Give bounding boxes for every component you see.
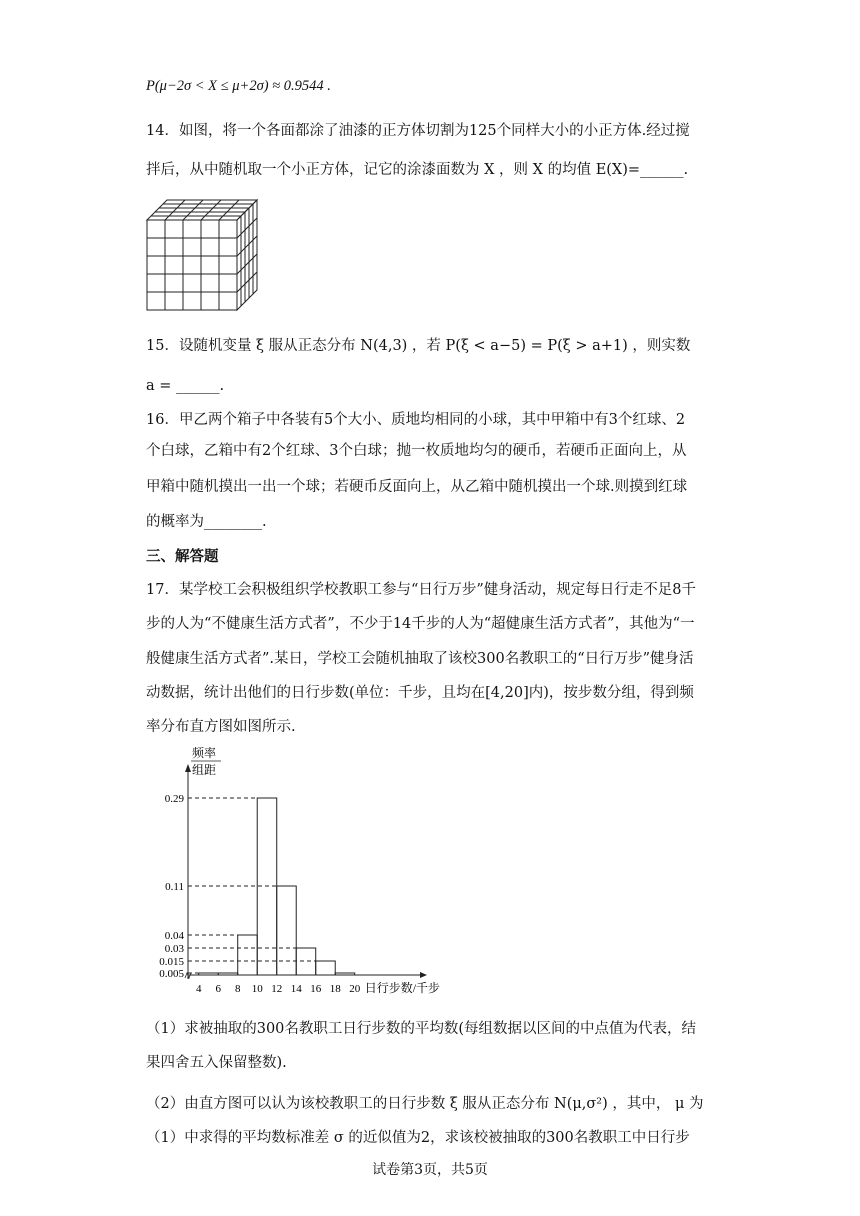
q17-sub1-line2: 果四舍五入保留整数).: [146, 1055, 287, 1071]
x-tick-label: 14: [290, 983, 302, 995]
x-axis-arrow: [420, 972, 427, 978]
histogram-bar: [335, 973, 355, 975]
cube-figure: [145, 198, 265, 312]
x-tick-label: 12: [271, 983, 283, 995]
q17-line2: 步的人为“不健康生活方式者”，不少于14千步的人为“超健康生活方式者”，其他为“一: [146, 616, 695, 632]
y-tick-label: 0.005: [159, 968, 184, 980]
q17-sub1-line1: （1）求被抽取的300名教职工日行步数的平均数(每组数据以区间的中点值为代表，结: [146, 1021, 697, 1037]
histogram-bar: [199, 973, 219, 975]
y-tick-label: 0.11: [165, 881, 184, 893]
histogram-bar: [238, 935, 258, 975]
y-tick-label: 0.015: [159, 956, 184, 968]
y-axis-label-bottom: 组距: [192, 763, 217, 777]
q15-line2: a = ______.: [146, 378, 225, 394]
x-axis-label: 日行步数/千步: [364, 981, 441, 995]
x-tick-label: 10: [251, 983, 263, 995]
y-tick-label: 0.29: [164, 793, 184, 805]
q17-line5: 率分布直方图如图所示.: [146, 719, 296, 735]
x-tick-label: 16: [310, 983, 322, 995]
y-axis-label-top: 频率: [192, 746, 217, 760]
x-tick-label: 18: [329, 983, 341, 995]
histogram-bar: [296, 948, 316, 975]
q16-line2: 个白球，乙箱中有2个红球、3个白球；抛一枚质地均匀的硬币，若硬币正面向上，从: [146, 443, 687, 459]
q17-line4: 动数据，统计出他们的日行步数(单位：千步，且均在[4,20]内)，按步数分组，得到频: [146, 685, 694, 701]
q16-line1: 16．甲乙两个箱子中各装有5个大小、质地均相同的小球，其中甲箱中有3个红球、2: [146, 412, 686, 428]
y-tick-label: 0.03: [164, 943, 184, 955]
y-axis-arrow: [185, 764, 191, 772]
q16-line4: 的概率为________.: [146, 514, 267, 530]
x-tick-label: 4: [195, 983, 202, 995]
histogram-bar: [316, 961, 336, 975]
top-formula: P(μ−2σ < X ≤ μ+2σ) ≈ 0.9544 .: [146, 78, 331, 94]
q17-line3: 般健康生活方式者”.某日，学校工会随机抽取了该校300名教职工的“日行万步”健身活: [146, 651, 694, 667]
q17-sub2-line1: （2）由直方图可以认为该校教职工的日行步数 ξ 服从正态分布 N(μ,σ²) ，其中， μ 为: [146, 1096, 704, 1112]
x-tick-label: 6: [215, 983, 221, 995]
q14-line1: 14．如图，将一个各面都涂了油漆的正方体切割为125个同样大小的小正方体.经过搅: [146, 123, 690, 139]
q15-line1: 15．设随机变量 ξ 服从正态分布 N(4,3) ，若 P(ξ < a−5) = P(ξ > a+1) ，则实数: [146, 338, 691, 354]
x-tick-label: 20: [349, 983, 361, 995]
frequency-histogram: [140, 740, 520, 1010]
q14-line2: 拌后，从中随机取一个小正方体，记它的涂漆面数为 X ，则 X 的均值 E(X)=______.: [146, 162, 689, 178]
q16-line3: 甲箱中随机摸出一出一个球；若硬币反面向上，从乙箱中随机摸出一个球.则摸到红球: [146, 479, 688, 495]
q17-sub2-line2: （1）中求得的平均数标准差 σ 的近似值为2，求该校被抽取的300名教职工中日行步: [146, 1130, 690, 1146]
page-footer: 试卷第3页，共5页: [372, 1162, 488, 1178]
x-tick-label: 8: [234, 983, 241, 995]
histogram-bar: [218, 973, 238, 975]
q17-line1: 17．某学校工会积极组织学校教职工参与“日行万步”健身活动，规定每日行走不足8千: [146, 582, 696, 598]
y-tick-label: 0.04: [164, 930, 184, 942]
section-heading: 三、解答题: [146, 548, 219, 565]
histogram-bar: [277, 886, 297, 975]
